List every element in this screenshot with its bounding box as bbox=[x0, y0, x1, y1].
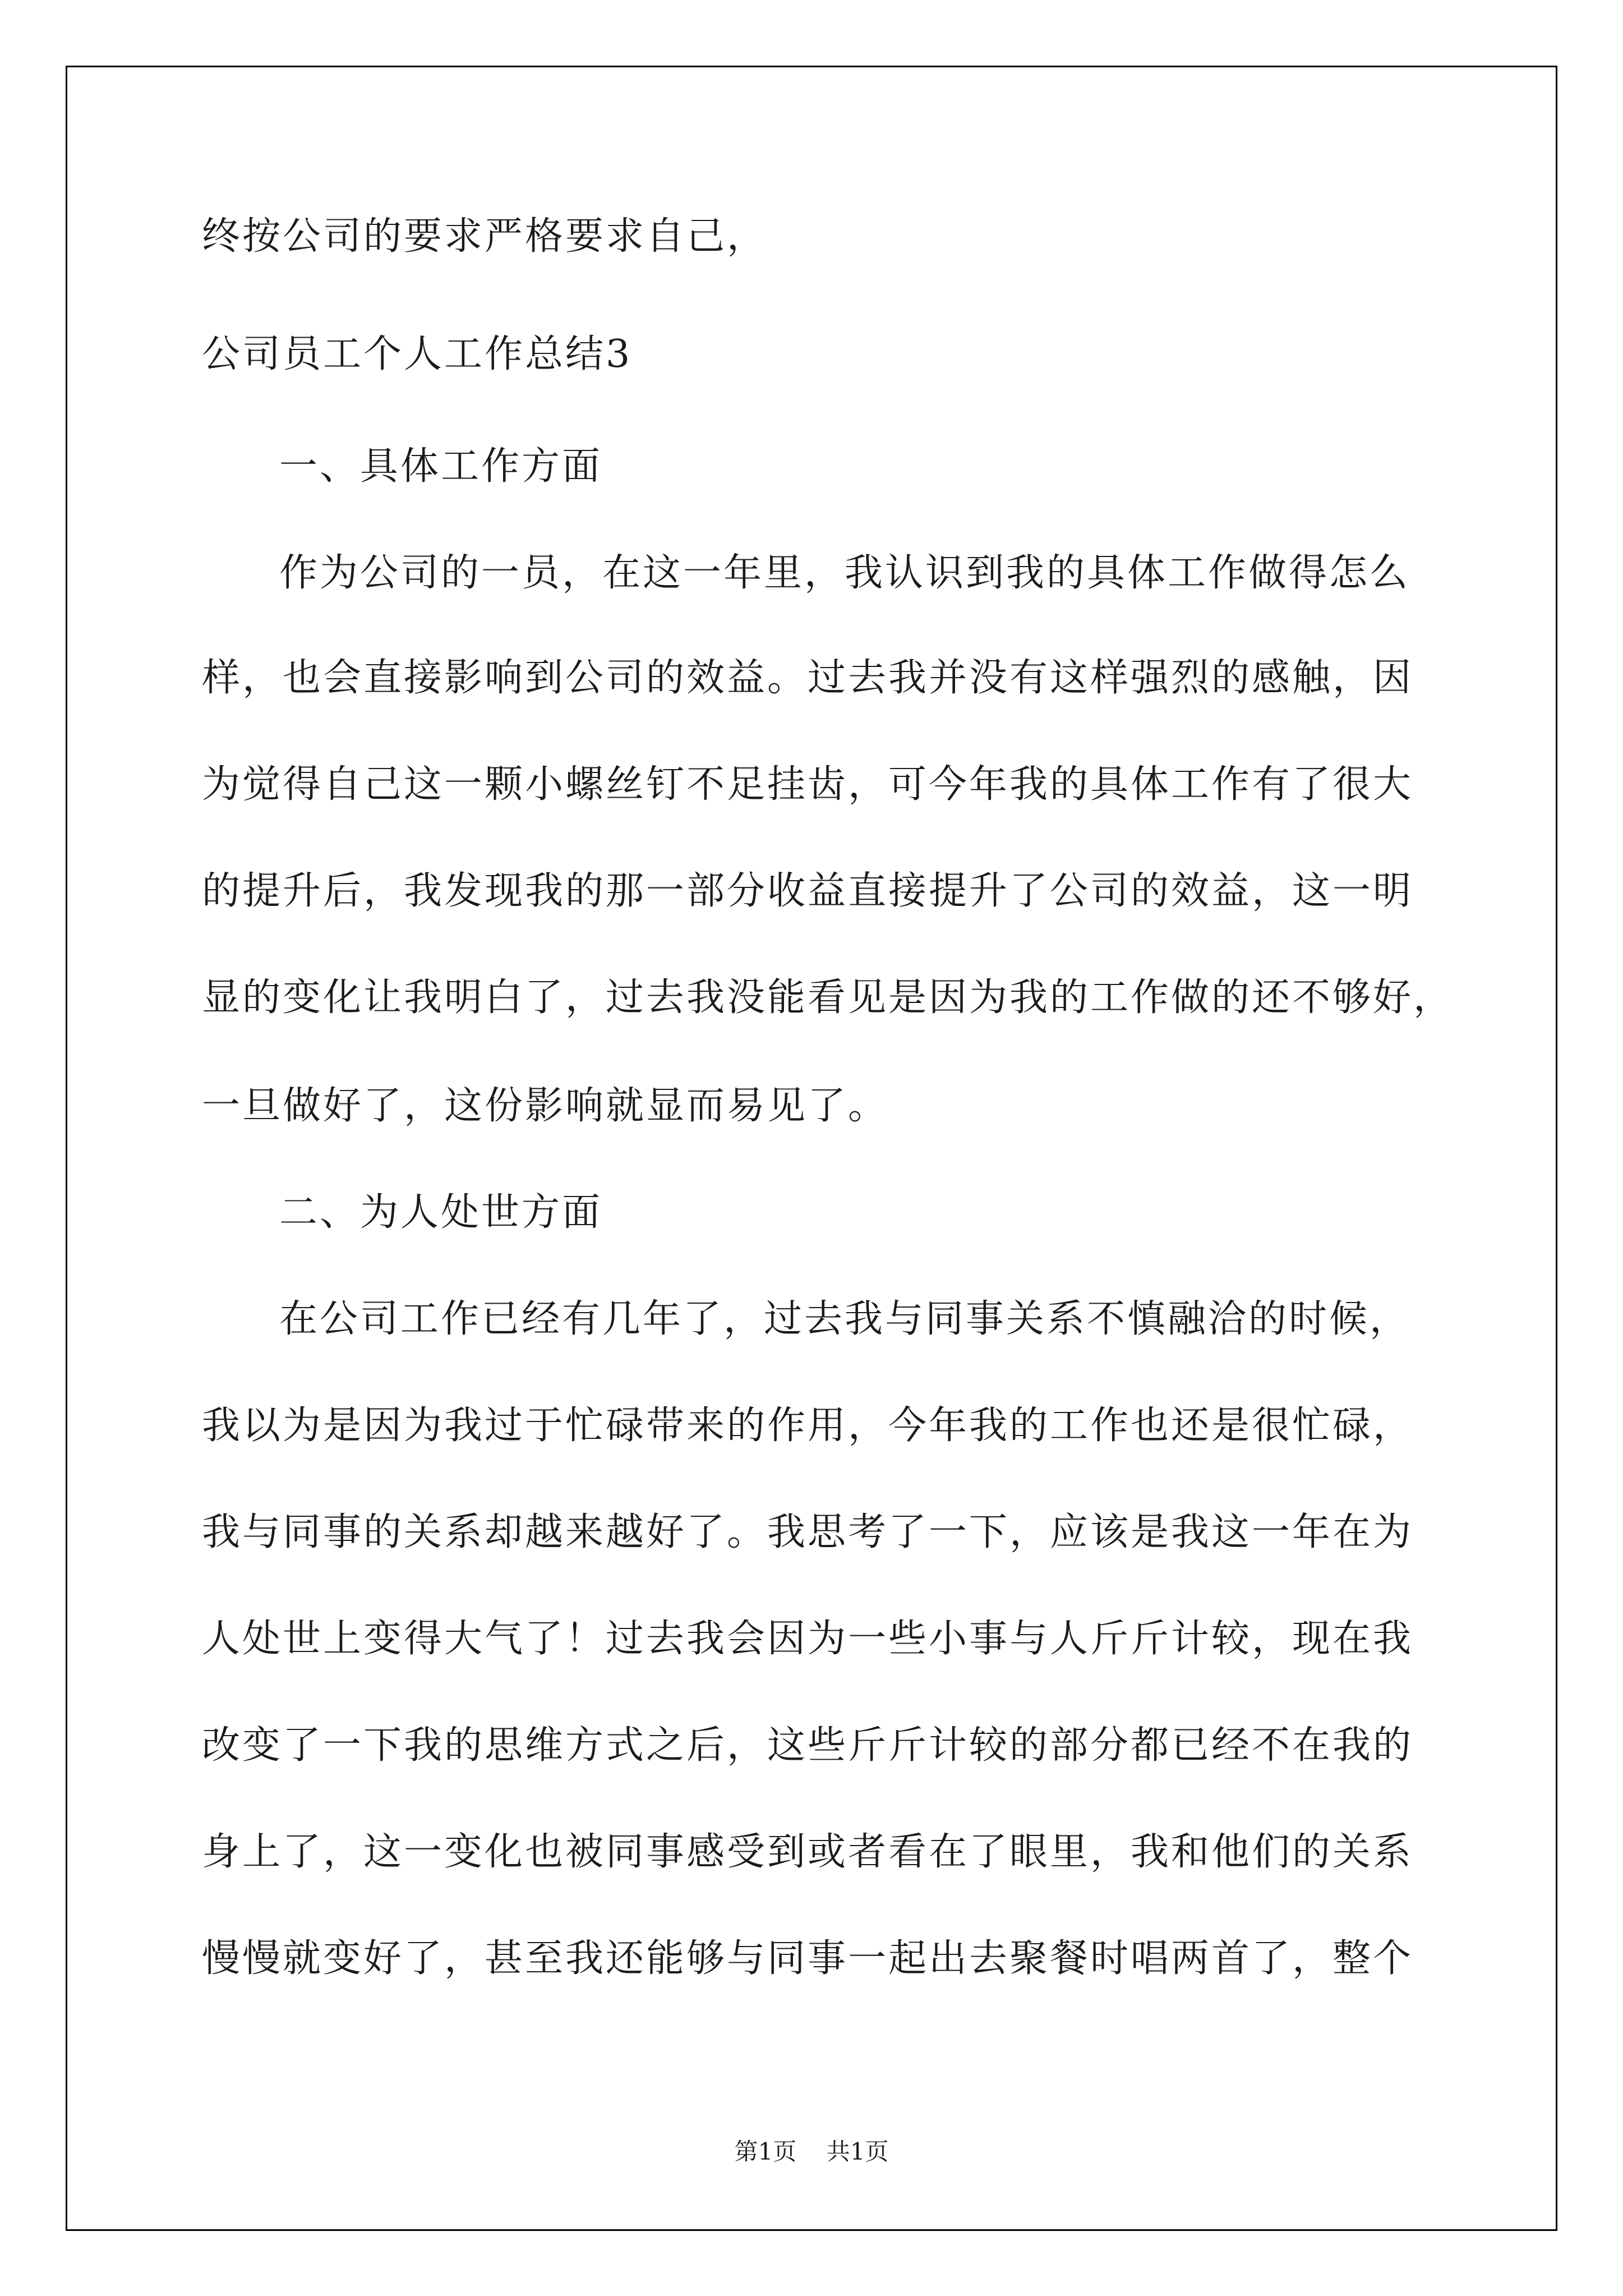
page-total: 共1页 bbox=[826, 2138, 889, 2165]
text-line: 显的变化让我明白了，过去我没能看见是因为我的工作做的还不够好， bbox=[202, 976, 1454, 1020]
text-line: 我与同事的关系却越来越好了。我思考了一下，应该是我这一年在为 bbox=[202, 1510, 1414, 1554]
text-line: 作为公司的一员，在这一年里，我认识到我的具体工作做得怎么 bbox=[279, 551, 1410, 595]
text-line: 慢慢就变好了，甚至我还能够与同事一起出去聚餐时唱两首了，整个 bbox=[202, 1936, 1414, 1981]
text-line: 在公司工作已经有几年了，过去我与同事关系不慎融洽的时候， bbox=[279, 1297, 1410, 1341]
page-footer bbox=[0, 2140, 1623, 2164]
text-line: 样，也会直接影响到公司的效益。过去我并没有这样强烈的感触，因 bbox=[202, 656, 1414, 700]
text-line: 人处世上变得大气了！过去我会因为一些小事与人斤斤计较，现在我 bbox=[202, 1617, 1414, 1661]
subsection-heading: 一、具体工作方面 bbox=[279, 444, 603, 489]
text-line: 为觉得自己这一颗小螺丝钉不足挂齿，可今年我的具体工作有了很大 bbox=[202, 762, 1414, 807]
page-number: 第1页 bbox=[734, 2138, 797, 2165]
section-title: 公司员工个人工作总结3 bbox=[202, 332, 633, 376]
text-line: 一旦做好了，这份影响就显而易见了。 bbox=[202, 1084, 889, 1128]
page-border bbox=[66, 66, 1557, 2231]
subsection-heading: 二、为人处世方面 bbox=[279, 1190, 603, 1235]
text-line: 的提升后，我发现我的那一部分收益直接提升了公司的效益，这一明 bbox=[202, 869, 1414, 913]
text-line: 改变了一下我的思维方式之后，这些斤斤计较的部分都已经不在我的 bbox=[202, 1723, 1414, 1768]
text-line: 我以为是因为我过于忙碌带来的作用，今年我的工作也还是很忙碌， bbox=[202, 1404, 1414, 1448]
text-line: 终按公司的要求严格要求自己， bbox=[202, 214, 768, 259]
text-line: 身上了，这一变化也被同事感受到或者看在了眼里，我和他们的关系 bbox=[202, 1830, 1414, 1874]
